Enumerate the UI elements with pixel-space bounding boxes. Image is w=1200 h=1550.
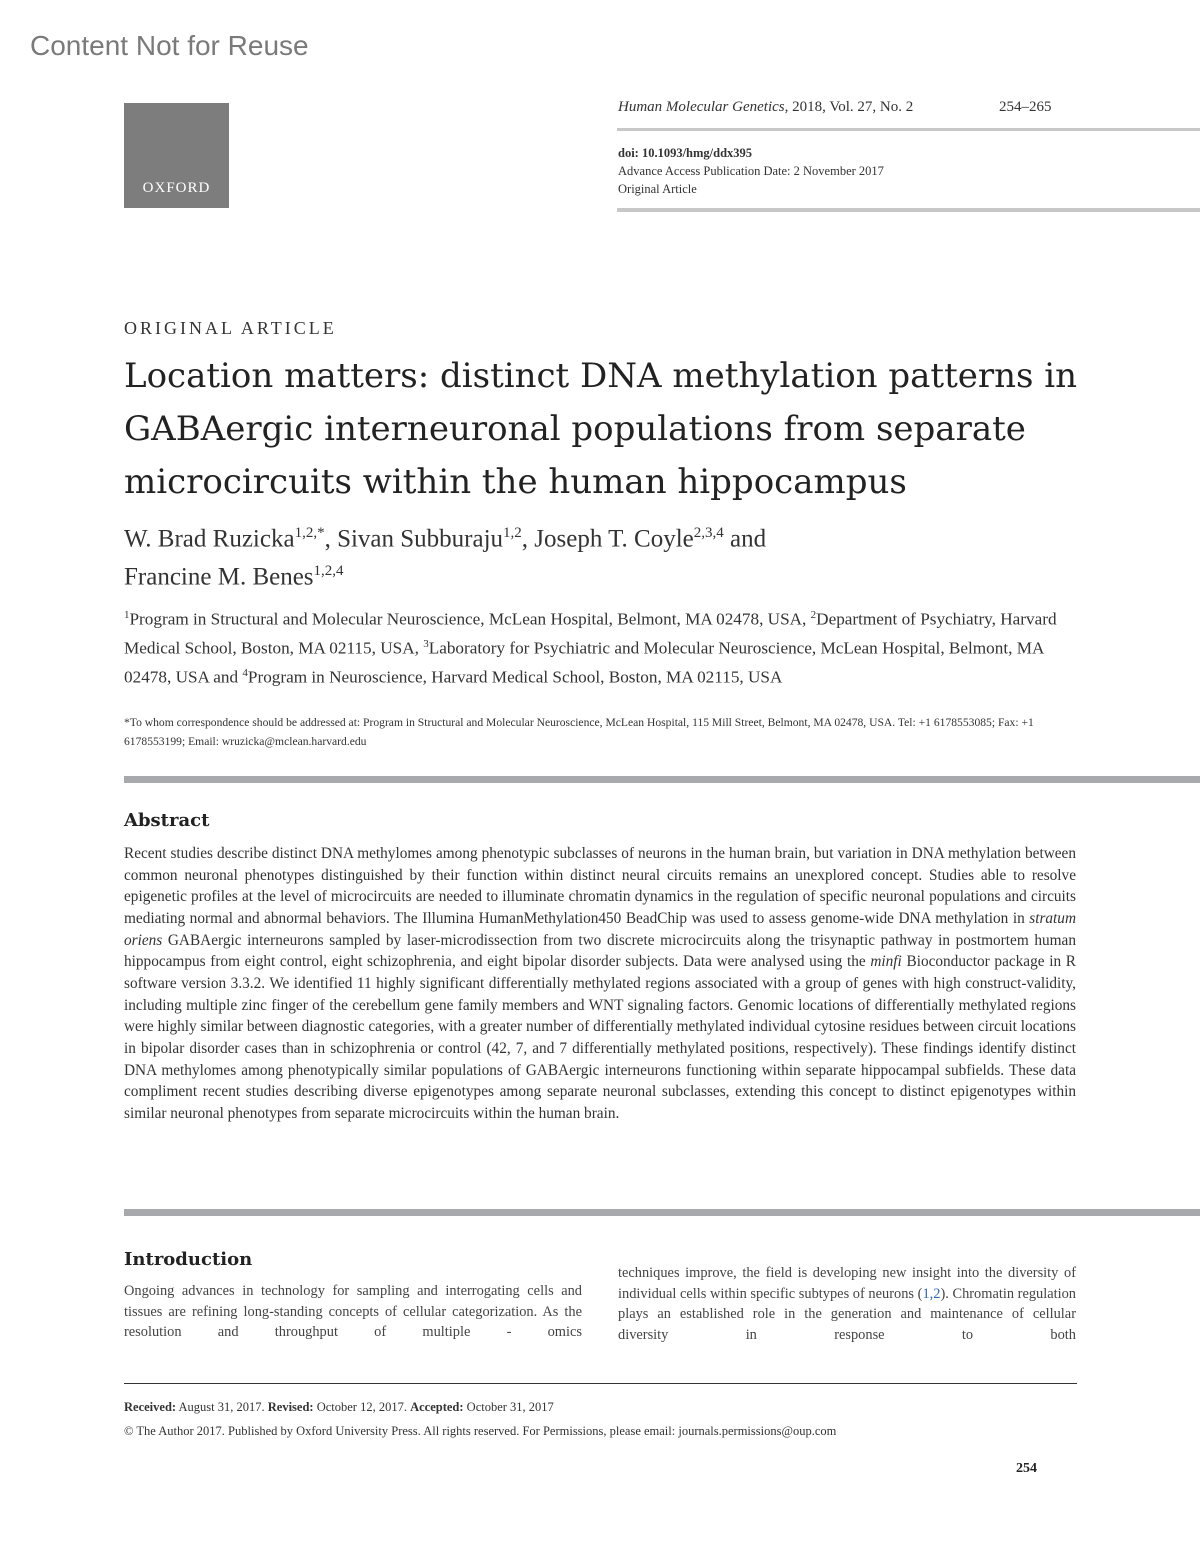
header-rule [617,128,1200,131]
journal-citation [618,99,913,116]
author-list: W. Brad Ruzicka$^{1,2,*}$, Sivan Subburaju$^{1,2}$, Joseph T. Coyle$^{2,3,4}$ and Francine M. Benes$^{1,2,4}$ [124,525,767,591]
introduction-heading: Introduction [124,1249,253,1270]
affiliation: Department of Psychiatry, Harvard Medical School, Boston, MA 02115, USA, [124,609,1057,658]
author-affil-marker: 1,2,* [294,525,325,541]
author-affil-marker: 1,2,4 [313,563,344,580]
article-kicker: ORIGINAL ARTICLE [124,318,337,338]
advance-access-date: Advance Access Publication Date: 2 November 2017 [618,164,884,178]
journal-name: Human Molecular Genetics [618,99,785,115]
footer-rule [124,1383,1077,1384]
citation-link[interactable]: 1,2 [922,1285,941,1302]
abstract-body: Recent studies describe distinct DNA methylomes among phenotypic subclasses of neurons in the human brain, but variation in DNA methylation between common neuronal phenotypes distinguished by their function within distinct neural circuits remains an unexplored concept. Studies able to resolve epigenetic profiles at the level of microcircuits are needed to illuminate chromatin dynamics in the regulation of specific neuronal populations and circuits mediating normal and abnormal behaviors. The Illumina HumanMethylation450 BeadChip was used to assess genome-wide DNA methylation in stratum oriens GABAergic interneurons sampled by laser-microdissection from two discrete microcircuits along the trisynaptic pathway in postmortem human hippocampus from eight control, eight schizophrenia, and eight bipolar disorder subjects. Data were analysed using the minfi Bioconductor package in R software version 3.3.2. We identified 11 highly significant differentially methylated regions associated with a group of genes with high construct-validity, including multiple zinc finger of the cerebellum gene family members and WNT signaling factors. Genomic locations of differentially methylated regions were highly similar between diagnostic categories, with a greater number of differentially methylated individual cytosine residues between circuit locations in bipolar disorder cases than in schizophrenia or control (42, 7, and 7 differentially methylated positions, respectively). These findings identify distinct DNA methylomes among phenotypically similar populations of GABAergic interneurons functioning within separate hippocampal subfields. These data compliment recent studies describing diverse epigenotypes among separate neuronal subclasses, extending this concept to distinct epigenotypes within similar neuronal phenotypes from separate microcircuits within the human brain. [124,845,1076,1122]
page-number: 254 [1016,1461,1037,1476]
author-name: Joseph T. Coyle [534,525,694,553]
author-name: Sivan Subburaju [337,525,504,553]
article-type: Original Article [618,182,697,196]
author-affil-marker: 1,2 [503,525,522,541]
abstract-heading: Abstract [124,810,210,831]
author-name: W. Brad Ruzicka [124,525,295,553]
article-title: Location matters: distinct DNA methylation patterns in GABAergic interneuronal populations from separate microcircuits within the human hippocampus [124,356,1078,502]
affiliation: Program in Structural and Molecular Neuroscience, McLean Hospital, Belmont, MA 02478, USA, [129,609,811,629]
watermark: Content Not for Reuse [30,30,309,61]
intro-column-right: techniques improve, the field is developing new insight into the diversity of individual cells within specific subtypes of neurons (1,2). Chromatin regulation plays an established role in the generation and maintenance of cellular diversity in response to both [618,1265,1076,1344]
affiliation: Laboratory for Psychiatric and Molecular Neuroscience, McLean Hospital, Belmont, MA 02478, USA and [124,638,1044,688]
doi[interactable]: doi: 10.1093/hmg/ddx395 [618,146,753,160]
meta-rule [617,208,1200,212]
affiliations: $^1$Program in Structural and Molecular Neuroscience, McLean Hospital, Belmont, MA 02478, USA, $^2$Department of Psychiatry, Harvard Medical School, Boston, MA 02115, USA, $^3$Laboratory for Psychiatric and Molecular Neuroscience, McLean Hospital, Belmont, MA 02478, USA and $^4$Program in Neuroscience, Harvard Medical School, Boston, MA 02115, USA [124,609,1057,688]
author-name: Francine M. Benes [124,563,314,591]
abstract-top-rule [124,776,1200,783]
article-history: Received: August 31, 2017. Revised: October 12, 2017. Accepted: October 31, 2017 [124,1400,554,1414]
copyright-notice: © The Author 2017. Published by Oxford University Press. All rights reserved. For Permissions, please email: journals.permissions@oup.com [124,1424,837,1438]
intro-column-left: Ongoing advances in technology for sampling and interrogating cells and tissues are refining long-standing concepts of cellular categorization. As the resolution and throughput of multiple - omics [124,1283,582,1341]
correspondence-note: *To whom correspondence should be addressed at: Program in Structural and Molecular Neuroscience, McLean Hospital, 115 Mill Street, Belmont, MA 02478, USA. Tel: +1 6178553085; Fax: +1 6178553199; Email: wruzicka@mclean.harvard.edu [124,716,1034,748]
page-range: 254–265 [999,99,1052,115]
logo-text: OXFORD [142,180,211,196]
affiliation: Program in Neuroscience, Harvard Medical School, Boston, MA 02115, USA [247,668,783,688]
author-affil-marker: 2,3,4 [693,525,724,541]
oxford-logo [124,103,229,208]
journal-volume: , 2018, Vol. 27, No. 2 [784,99,914,115]
article-meta [618,144,884,198]
abstract-bottom-rule [124,1209,1200,1216]
